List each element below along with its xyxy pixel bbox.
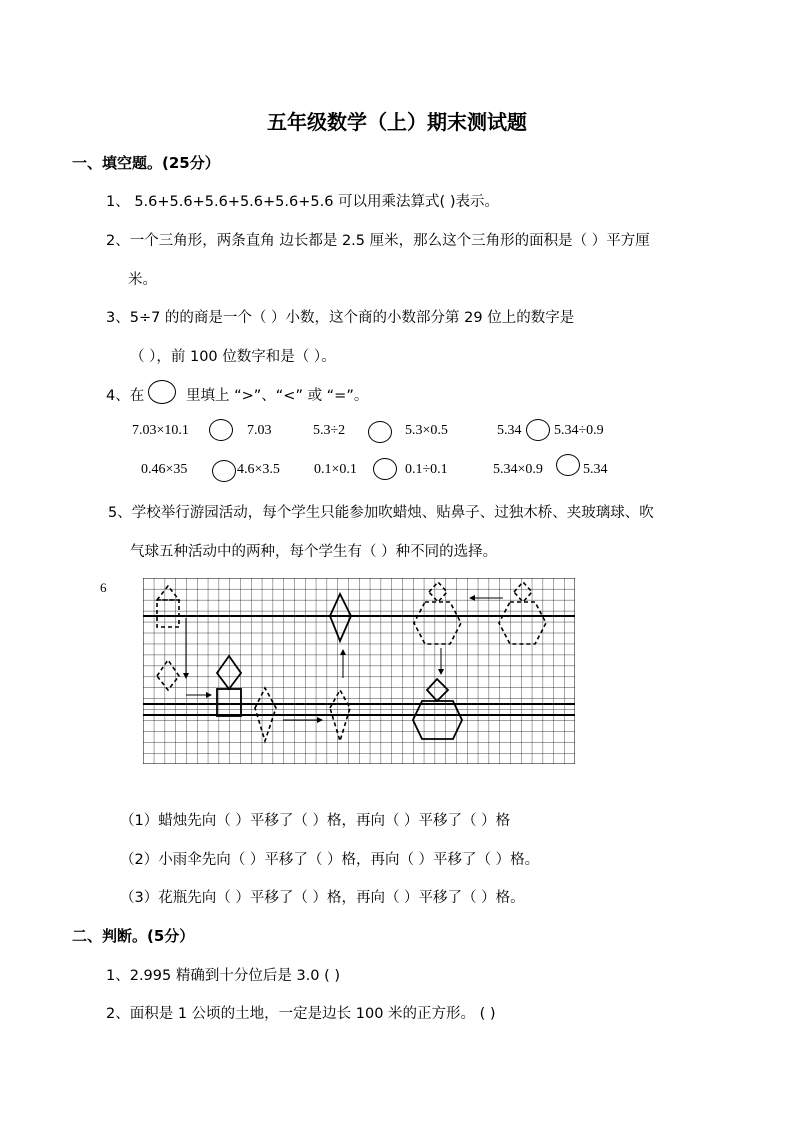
- question-1-3-line1: 3、5÷7 的的商是一个（ ）小数，这个商的小数部分第 29 位上的数字是: [106, 310, 575, 326]
- section-2-heading: 二、判断。(5分）: [72, 927, 195, 945]
- compare-2-right: 5.3×0.5: [405, 423, 448, 438]
- question-1-4-suffix: 里填上 “>”、“<” 或 “=”。: [186, 388, 369, 404]
- answer-circle-4[interactable]: [212, 460, 236, 482]
- compare-2-left: 5.3÷2: [313, 423, 346, 438]
- compare-4-right: 4.6×3.5: [237, 462, 280, 477]
- compare-1-left: 7.03×10.1: [132, 423, 189, 438]
- answer-circle-6[interactable]: [556, 454, 580, 476]
- compare-6-left: 5.34×0.9: [493, 462, 543, 477]
- question-1-3-line2: （ ），前 100 位数字和是（ ）。: [130, 349, 336, 365]
- compare-5-left: 0.1×0.1: [314, 462, 357, 477]
- question-1-2-line2: 米。: [128, 272, 157, 288]
- page-title: 五年级数学（上）期末测试题: [267, 110, 527, 134]
- compare-3-left: 5.34: [497, 423, 522, 438]
- question-1-6-item-2: （2）小雨伞先向（ ）平移了（ ）格，再向（ ）平移了（ ）格。: [120, 852, 540, 868]
- translation-grid-figure: [143, 578, 575, 768]
- compare-5-right: 0.1÷0.1: [405, 462, 448, 477]
- answer-circle-5[interactable]: [373, 458, 397, 480]
- compare-3-right: 5.34÷0.9: [554, 423, 604, 438]
- judge-question-2: 2、面积是 1 公顷的土地，一定是边长 100 米的正方形。 ( ): [106, 1006, 496, 1022]
- judge-question-1: 1、2.995 精确到十分位后是 3.0 ( ): [106, 968, 341, 984]
- compare-6-right: 5.34: [583, 462, 608, 477]
- compare-circle-icon: [148, 380, 176, 404]
- answer-circle-2[interactable]: [368, 421, 392, 443]
- question-1-5-line1: 5、学校举行游园活动，每个学生只能参加吹蜡烛、贴鼻子、过独木桥、夹玻璃球、吹: [108, 505, 654, 521]
- question-1-2-line1: 2、一个三角形，两条直角 边长都是 2.5 厘米，那么这个三角形的面积是（ ）平方厘: [106, 233, 650, 249]
- question-1-4-prefix: 4、在: [106, 388, 145, 404]
- question-1-1: 1、 5.6+5.6+5.6+5.6+5.6+5.6 可以用乘法算式( )表示。: [106, 194, 499, 210]
- answer-circle-3[interactable]: [526, 419, 550, 441]
- question-1-6-item-1: （1）蜡烛先向（ ）平移了（ ）格，再向（ ）平移了（ ）格: [120, 813, 511, 829]
- section-1-heading: 一、填空题。(25分）: [72, 154, 220, 172]
- question-1-5-line2: 气球五种活动中的两种，每个学生有（ ）种不同的选择。: [130, 544, 498, 560]
- compare-4-left: 0.46×35: [141, 462, 188, 477]
- compare-1-right: 7.03: [247, 423, 272, 438]
- answer-circle-1[interactable]: [209, 419, 233, 441]
- question-1-6-item-3: （3）花瓶先向（ ）平移了（ ）格，再向（ ）平移了（ ）格。: [120, 890, 525, 906]
- question-1-6-label: 6: [100, 580, 107, 595]
